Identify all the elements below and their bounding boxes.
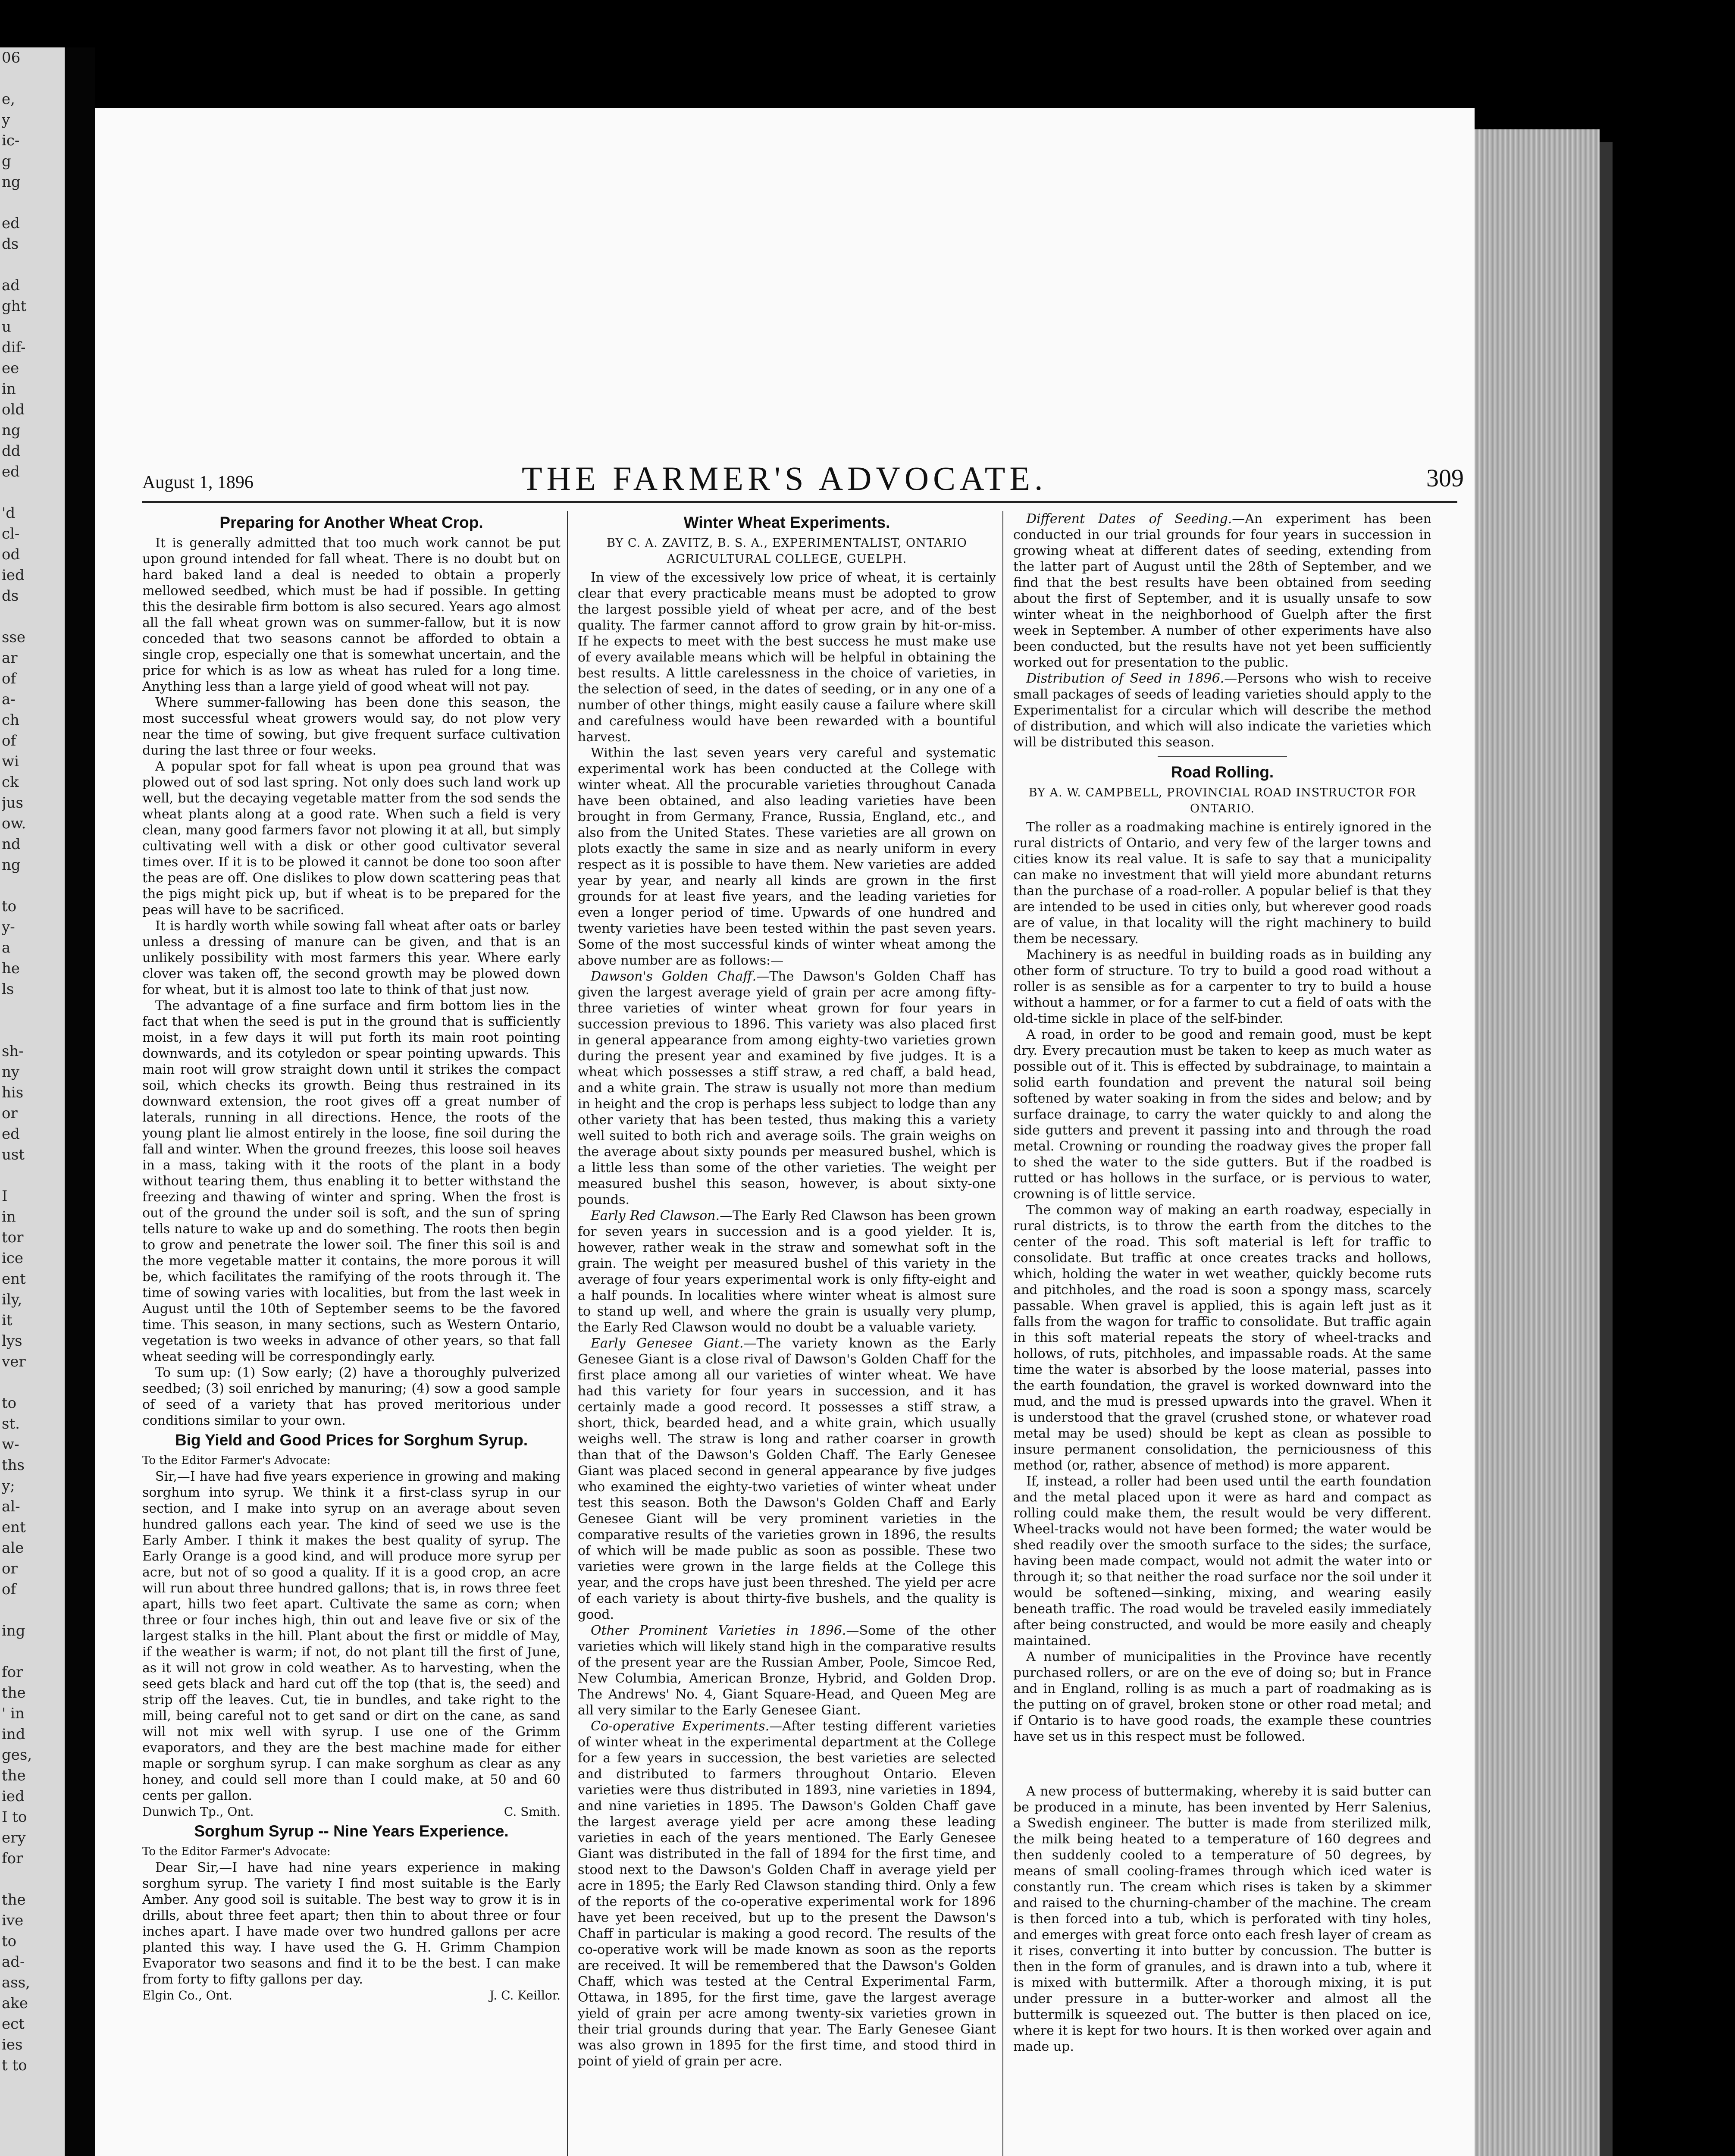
- left-page-fragment: [2, 254, 62, 275]
- paragraph: It is generally admitted that too much work cannot be put upon ground intended for fall wheat. There is no doubt but on hard baked land a deal is needed to obtain a properly mellowed seedbed, which must be had if possible. In getting this the desirable firm bottom is also secured. Years ago almost all the fall wheat grown was on summer-fallow, but it is now conceded that two seasons cannot be afforded to obtain a single crop, especially one that is somewhat uncertain, and the price for which is as low as wheat has ruled for a long time. Anything less than a large yield of good wheat will not pay.: [142, 536, 561, 694]
- left-page-fragment: ow.: [2, 815, 26, 832]
- subsection-lead: Different Dates of Seeding.: [1026, 511, 1232, 526]
- paragraph: Dawson's Golden Chaff.—The Dawson's Golden Chaff has given the largest average yield of grain per acre among fifty-three varieties of winter wheat grown for four years in succession previous to 1896. This variety was also placed first in general appearance from among eighty-two varieties grown during the present year and examined by five judges. It is a wheat which possesses a stiff straw, a red chaff, a bald head, and a white grain. The straw is usually not more than medium in height and the crop is perhaps less subject to lodge than any other variety that has been tested, thus making this a variety well suited to both rich and average soils. The grain weighs on the average about sixty pounds per measured bushel, which is a little less than some of the other varieties. The weight per measured bushel this season, however, is about sixty-one pounds.: [578, 969, 996, 1207]
- subsection-lead: Dawson's Golden Chaff.: [591, 969, 757, 984]
- letter-signature: [142, 1987, 561, 2003]
- column-3: [1013, 511, 1431, 2055]
- left-page-fragment: ght: [2, 298, 27, 315]
- left-page-fragment: the: [2, 1767, 26, 1784]
- left-page-fragment: nd: [2, 836, 21, 853]
- article-heading: Winter Wheat Experiments.: [683, 514, 890, 531]
- left-page-fragment: ale: [2, 1539, 24, 1557]
- article-heading: Preparing for Another Wheat Crop.: [219, 514, 483, 531]
- left-page-fragment: ' in: [2, 1705, 25, 1722]
- left-page-fragment: [2, 1372, 62, 1393]
- left-page-fragment: ust: [2, 1146, 25, 1163]
- left-page-fragment: ver: [2, 1353, 26, 1370]
- left-page-fragment: y;: [2, 1477, 15, 1495]
- subsection-lead: Early Red Clawson.: [591, 1208, 720, 1223]
- paragraph: Other Prominent Varieties in 1896.—Some of the other varieties which will likely stand high in the comparative results of the present year are the Russian Amber, Poole, Simcoe Red, New Columbia, American Bronze, Hybrid, and Golden Drop. The Andrews' No. 4, Giant Square-Head, and Queen Meg are all very similar to the Early Genesee Giant.: [578, 1623, 996, 1718]
- left-page-fragment: his: [2, 1084, 24, 1101]
- left-page-fragment: [2, 875, 62, 896]
- left-page-fragment: ck: [2, 774, 19, 791]
- left-page-fragment: 06: [2, 49, 21, 66]
- left-page-fragment: ls: [2, 981, 14, 998]
- left-page-fragment: ed: [2, 1125, 20, 1143]
- page-stack-edge: [1475, 129, 1600, 2156]
- left-page-fragment: al-: [2, 1498, 20, 1515]
- left-page-fragment: to: [2, 1933, 17, 1950]
- paragraph: The advantage of a fine surface and firm bottom lies in the fact that when the seed is put in the ground that is sufficiently moist, in a few days it will put forth its main root pointing downwards, and its cotyledon or spear pointing upwards. This main root will grow straight down until it strikes the compact soil, which checks its growth. Being thus restrained in its downward extension, the root gives off a great number of laterals, running in all directions. Hence, the roots of the young plant lie almost entirely in the loose, fine soil during the fall and winter. When the ground freezes, this loose soil heaves in a mass, taking with it the roots of the plant in a body without tearing them, thus enabling it to better withstand the freezing and thawing of winter and spring. When the frost is out of the ground the under soil is soft, and the sun of spring tells nature to wake up and do something. The roots then begin to grow and penetrate the lower soil. The finer this soil is and the more vegetable matter it contains, the more porous it will be, which facilitates the ramifying of the roots through it. The time of sowing varies with localities, but from the last week in August until the 10th of September seems to be the favored time. This season, in many sections, such as Western Ontario, vegetation is two weeks in advance of other years, so that fall wheat seeding will be correspondingly early.: [142, 998, 561, 1364]
- column-2: [578, 511, 996, 2069]
- left-page-fragment: in: [2, 1208, 16, 1225]
- left-page-fragment: ny: [2, 1063, 20, 1081]
- book-cover-edge: [1600, 142, 1613, 2156]
- left-page-fragment: [2, 1000, 62, 1020]
- column-1: [142, 511, 561, 2003]
- page-number: 309: [1426, 464, 1464, 492]
- left-page-fragment: ect: [2, 2015, 25, 2033]
- paragraph: Distribution of Seed in 1896.—Persons who wish to receive small packages of seeds of leading varieties should apply to the Experimentalist for a circular which will describe the method of distribution, and which will also indicate the varieties which will be distributed this season.: [1013, 671, 1431, 750]
- left-page-fragment: a-: [2, 691, 16, 708]
- left-page-fragment: ic-: [2, 132, 20, 149]
- paragraph: Co-operative Experiments.—After testing different varieties of winter wheat in the experimental department at the College for a few years in succession, the best varieties are selected and distributed to farmers throughout Ontario. Eleven varieties were thus distributed in 1893, nine varieties in 1894, and nine varieties in 1895. The Dawson's Golden Chaff gave the largest average yield per acre among these leading varieties in each of the years mentioned. The Early Genesee Giant was distributed in the fall of 1894 for the first time, and stood next to the Dawson's Golden Chaff in average yield per acre in 1895; the Early Red Clawson standing third. Only a few of the reports of the co-operative experimental work for 1896 have yet been received, but up to the present the Dawson's Chaff in particular is making a good record. The results of the co-operative work will be made known as soon as the reports are received. It will be remembered that the Dawson's Golden Chaff, which was tested at the Central Experimental Farm, Ottawa, in 1895, for the first time, gave the largest average yield of grain per acre among twenty-six varieties grown in their trial grounds during that year. The Early Genesee Giant was also grown in 1895 for the first time, and stood third in point of yield of grain per acre.: [578, 1719, 996, 2069]
- left-page-fragment: ind: [2, 1726, 25, 1743]
- left-page-fragment: st.: [2, 1415, 20, 1432]
- left-page-fragment: ng: [2, 422, 21, 439]
- paragraph: Sir,—I have had five years experience in growing and making sorghum into syrup. We think it a first-class syrup in our section, and I make into syrup on an average about seven hundred gallons each year. The kind of seed we use is the Early Amber. I think it makes the best quality of syrup. The Early Orange is a good kind, and will produce more syrup per acre, but not of so good a quality. If it is a good crop, an acre will run about three hundred gallons; that is, in rows three feet apart, hills two feet apart. Cultivate the same as corn; when three or four inches high, thin out and leave five or six of the largest stalks in the hill. Plant about the first or middle of May, if the weather is warm; if not, do not plant till the first of June, as it will not grow in cold weather. As to harvesting, when the seed gets black and hard cut off the top (that is, the seed) and strip off the leaves. Cut, tie in bundles, and take right to the mill, being careful not to get sand or dirt on the cane, as sand will not mix well with syrup. I use one of the Grimm evaporators, and they are the best machine made for either maple or sorghum syrup. I can make sorghum as clear as any honey, and could sell more than I could make, at 50 and 60 cents per gallon.: [142, 1469, 561, 1803]
- left-page-fragment: I to: [2, 1808, 27, 1826]
- left-page-fragment: to: [2, 898, 17, 915]
- book-gutter: [65, 47, 95, 2156]
- left-page-fragment: wi: [2, 753, 19, 770]
- left-page-fragment: ng: [2, 856, 21, 874]
- column-divider: [567, 511, 568, 2156]
- left-page-fragment: old: [2, 401, 25, 418]
- left-page-fragment: u: [2, 318, 11, 335]
- left-page-fragment: ds: [2, 235, 19, 253]
- left-page-fragment: ths: [2, 1457, 25, 1474]
- paragraph: A new process of buttermaking, whereby it is said butter can be produced in a minute, has been invented by Herr Salenius, a Swedish engineer. The butter is made from sterilized milk, the milk being heated to a temperature of 160 degrees and then suddenly cooled to a temperature of 50 degrees, by means of small cooling-frames through which iced water is constantly run. The cream which rises is taken by a skimmer and raised to the churning-chamber of the machine. The cream is then forced into a tub, which is perforated with tiny holes, and emerges with great force onto each fresh layer of cream as it rises, converting it into butter by concussion. The butter is then in the form of granules, and is drawn into a tub, where it is mixed with buttermilk. After a thorough mixing, it is put under pressure in a butter-worker and almost all the buttermilk is squeezed out. The butter is then placed on ice, where it is kept for two hours. It is then worked over again and made up.: [1013, 1784, 1431, 2054]
- left-page-fragment: [2, 192, 62, 213]
- left-page-fragment: g: [2, 153, 11, 170]
- masthead: [142, 459, 1479, 498]
- left-page-fragment: ds: [2, 587, 19, 605]
- left-page-fragment: the: [2, 1891, 26, 1908]
- letter-salutation: To the Editor Farmer's Advocate:: [142, 1845, 331, 1858]
- left-page-fragment: sh-: [2, 1043, 24, 1060]
- left-page-fragment: 'd: [2, 505, 16, 522]
- left-page-fragment: [2, 482, 62, 503]
- left-page-fragment: ee: [2, 360, 19, 377]
- left-page-fragment: ied: [2, 567, 25, 584]
- left-page-fragment: ass,: [2, 1974, 30, 1991]
- left-page-fragment: ed: [2, 215, 20, 232]
- left-page-fragment: ed: [2, 463, 20, 480]
- left-page-fragment: ges,: [2, 1746, 32, 1764]
- left-page-fragment: [2, 1869, 62, 1890]
- paragraph: Different Dates of Seeding.—An experiment has been conducted in our trial grounds for four years in succession in growing wheat at different dates of seeding, extending from the latter part of August until the 28th of September, and we find that the best results have been obtained from seeding about the first of September, and it is usually unsafe to sow winter wheat in the neighborhood of Guelph after the first week in September. A number of other experiments have also been conducted, but the results have not yet been sufficiently worked out for presentation to the public.: [1013, 511, 1431, 670]
- left-page-fragment: [2, 68, 62, 89]
- paragraph: Early Red Clawson.—The Early Red Clawson has been grown for seven years in succession and is a good yielder. It is, however, rather weak in the straw and somewhat soft in the grain. The weight per measured bushel of this variety in the average of four years experimental work is only fifty-eight and a half pounds. In localities where winter wheat is almost sure to stand up well, and where the grain is usually very plump, the Early Red Clawson would no doubt be a valuable variety.: [578, 1208, 996, 1335]
- left-page-fragment: of: [2, 1581, 16, 1598]
- subsection-lead: Early Genesee Giant.: [591, 1336, 744, 1351]
- left-page-fragment: ad-: [2, 1953, 25, 1971]
- paragraph: To sum up: (1) Sow early; (2) have a thoroughly pulverized seedbed; (3) soil enriched by manuring; (4) sow a good sample of seed of a variety that has proved meritorious under conditions similar to your own.: [142, 1365, 561, 1428]
- left-page-fragment: [2, 1165, 62, 1186]
- left-page-fragment: ive: [2, 1912, 24, 1929]
- left-page-fragment: the: [2, 1684, 26, 1702]
- left-page-fragment: it: [2, 1312, 13, 1329]
- left-page-fragment: ies: [2, 2036, 23, 2053]
- left-page-fragment: [2, 606, 62, 627]
- left-page-fragment: sse: [2, 629, 26, 646]
- left-page-text-fragments: [2, 47, 62, 2156]
- left-page-fragment: of: [2, 670, 16, 687]
- letter-author: J. C. Keillor.: [489, 1988, 561, 2002]
- subsection-lead: Other Prominent Varieties in 1896.: [591, 1623, 846, 1638]
- paragraph: The roller as a roadmaking machine is entirely ignored in the rural districts of Ontario, and very few of the larger towns and cities know its real value. It is safe to say that a municipality can make no investment that will yield more abundant returns than the purchase of a road-roller. A popular belief is that they are intended to be used in cities only, but wherever good roads are of value, in that locality will the right machinery to build them be necessary.: [1013, 820, 1431, 946]
- left-page-fragment: ent: [2, 1270, 26, 1288]
- left-page-fragment: cl-: [2, 525, 20, 542]
- paragraph: Within the last seven years very careful and systematic experimental work has been conducted at the College with winter wheat. All the procurable varieties throughout Canada have been obtained, and also leading varieties have been brought in from Germany, France, Russia, England, etc., and also from the United States. These varieties are all grown on plots exactly the same in size and as nearly uniform in every respect as it is possible to have them. New varieties are added year by year, and nearly all kinds are grown in the first grounds for at least five years, and the leading varieties for even a longer period of time. Upwards of one hundred and twenty varieties have been tested within the past seven years. Some of the most successful kinds of winter wheat among the above number are as follows:—: [578, 746, 996, 968]
- paragraph: Early Genesee Giant.—The variety known as the Early Genesee Giant is a close rival of Dawson's Golden Chaff for the first place among all our varieties of winter wheat. We have had this variety for four years in succession, and it has certainly made a good record. It possesses a stiff straw, a short, thick, bearded head, and a white grain, which usually weighs well. The straw is long and rather coarser in growth than that of the Dawson's Golden Chaff. The Early Genesee Giant was placed second in general appearance by five judges who examined the eighty-two varieties of winter wheat under test this season. Both the Dawson's Golden Chaff and Early Genesee Giant will be very prominent varieties in the comparative results of the varieties grown in 1896, the results of which will be made public as soon as possible. These two varieties were grown in the large fields at the College this year, and the crops have just been threshed. The yield per acre of each variety is about thirty-five bushels, and the quality is good.: [578, 1336, 996, 1622]
- left-page-fragment: lys: [2, 1332, 22, 1350]
- left-page-fragment: dd: [2, 442, 21, 460]
- left-page-fragment: I: [2, 1188, 8, 1205]
- letter-place: Elgin Co., Ont.: [142, 1988, 232, 2002]
- left-page-fragment: in: [2, 380, 16, 398]
- left-page-fragment: [2, 1641, 62, 1662]
- column-divider: [1002, 511, 1003, 2156]
- left-page-fragment: y: [2, 111, 10, 128]
- left-page-fragment: or: [2, 1560, 18, 1577]
- left-page-fragment: ad: [2, 277, 20, 294]
- left-page-fragment: dif-: [2, 339, 26, 356]
- left-page-fragment: ied: [2, 1788, 25, 1805]
- left-page-fragment: ily,: [2, 1291, 22, 1308]
- left-page-fragment: to: [2, 1395, 17, 1412]
- spacer: [1013, 1745, 1431, 1783]
- article-heading: Sorghum Syrup -- Nine Years Experience.: [194, 1822, 509, 1840]
- letter-place: Dunwich Tp., Ont.: [142, 1805, 254, 1819]
- paragraph: Machinery is as needful in building roads as in building any other form of structure. To try to build a good road without a roller is as sensible as for a carpenter to try to build a house without a hammer, or for a farmer to cut a field of oats with the old-time sickle in place of the self-binder.: [1013, 947, 1431, 1026]
- article-byline: BY C. A. ZAVITZ, B. S. A., EXPERIMENTALIST, ONTARIO AGRICULTURAL COLLEGE, GUELPH.: [607, 536, 967, 566]
- left-page-fragment: jus: [2, 794, 23, 812]
- article-heading: Big Yield and Good Prices for Sorghum Syrup.: [175, 1431, 528, 1449]
- left-page-fragment: y-: [2, 918, 15, 936]
- left-page-fragment: he: [2, 960, 20, 977]
- paragraph: Dear Sir,—I have had nine years experience in making sorghum syrup. The variety I find most suitable is the Early Amber. Any good soil is suitable. The best way to grow it is in drills, about three feet apart; then thin to about three or four inches apart. I have made over two hundred gallons per acre planted this way. I have used the G. H. Grimm Champion Evaporator two seasons and find it to be the best. I can make from forty to fifty gallons per day.: [142, 1860, 561, 1987]
- left-page-fragment: a: [2, 939, 11, 956]
- paragraph: A road, in order to be good and remain good, must be kept dry. Every precaution must be taken to keep as much water as possible out of it. This is effected by subdrainage, to maintain a solid earth foundation and prevent the natural soil being softened by water soaking in from the sides and below; and by surface drainage, to carry the water quickly to and along the side gutters and prevent it passing into and through the road metal. Crowning or rounding the roadway gives the proper fall to shed the water to the side gutters. But if the roadbed is rutted or has hollows in the surface, or is pervious to water, crowning is of little service.: [1013, 1027, 1431, 1202]
- article-separator: [1158, 756, 1287, 757]
- paragraph: A number of municipalities in the Province have recently purchased rollers, or are on the eve of doing so; but in France and in England, rolling is as much a part of roadmaking as is the putting on of gravel, broken stone or other road metal; and if Ontario is to have good roads, the example these countries have set us in this respect must be followed.: [1013, 1649, 1431, 1744]
- left-page-fragment: ar: [2, 649, 18, 667]
- left-page-fragment: [2, 1600, 62, 1620]
- paragraph: Where summer-fallowing has been done this season, the most successful wheat growers would say, do not plow very near the time of sowing, but give frequent surface cultivation during the last three or four weeks.: [142, 695, 561, 758]
- left-page-fragment: or: [2, 1105, 18, 1122]
- left-page-fragment: ery: [2, 1829, 26, 1846]
- letter-salutation: To the Editor Farmer's Advocate:: [142, 1454, 331, 1467]
- paragraph: If, instead, a roller had been used until the earth foundation and the metal placed upon it were as hard and compact as rolling could make them, the result would be very different. Wheel-tracks would not have been formed; the water would be shed readily over the smooth surface to the sides; the surface, having been made compact, would not admit the water into or through it; so that neither the road surface nor the soil under it would be softened—sinking, mixing, and wearing easily beneath traffic. The road would be traveled easily immediately after being constructed, and would be more easily and cheaply maintained.: [1013, 1474, 1431, 1648]
- left-page-fragment: e,: [2, 91, 15, 108]
- left-page-fragment: ng: [2, 173, 21, 191]
- paragraph: In view of the excessively low price of wheat, it is certainly clear that every practicable means must be adopted to grow the largest possible yield of wheat per acre, and of the best quality. The farmer cannot afford to grow grain by hit-or-miss. If he expects to meet with the best success he must make use of every available means which will be helpful in obtaining the best results. A little carelessness in the choice of varieties, in the selection of seed, in the dates of seeding, or in any one of a number of other things, might easily cause a failure where skill and carefulness would have been rewarded with a bountiful harvest.: [578, 570, 996, 745]
- paragraph: The common way of making an earth roadway, especially in rural districts, is to throw the earth from the ditches to the center of the road. This soft material is left for traffic to consolidate. But traffic at once creates tracks and hollows, which, holding the water in wet weather, quickly become ruts and pitchholes, and the road is soon a spongy mass, scarcely passable. When gravel is applied, this is again left just as it falls from the wagon for traffic to consolidate. But traffic again in this soft material repeats the story of wheel-tracks and hollows, of ruts, pitchholes, and impassable roads. At the same time the water is absorbed by the loose material, passes into the earth foundation, the gravel is worked downward into the mud, and the mud is pressed upwards into the gravel. When it is understood that the gravel (crushed stone, or whatever road metal may be used) should be kept as clean as possible to insure permanent consolidation, the perniciousness of this method (or, rather, absence of method) is more apparent.: [1013, 1203, 1431, 1473]
- left-page-fragment: ent: [2, 1519, 26, 1536]
- left-page-fragment: w-: [2, 1436, 19, 1453]
- paragraph: A popular spot for fall wheat is upon pea ground that was plowed out of sod last spring. Not only does such land work up well, but the decaying vegetable matter from the sod sends the wheat plants along at a good rate. When such a field is very clean, many good farmers favor not plowing it at all, but simply cultivating well with a disk or other good cultivator several times over. If it is to be plowed it cannot be done too soon after the peas are off. One dislikes to plow down scattering peas that the pigs might pick up, but if wheat is to be prepared for the peas will have to be sacrificed.: [142, 759, 561, 918]
- issue-date: August 1, 1896: [142, 473, 254, 492]
- left-page-fragment: od: [2, 546, 20, 563]
- article-byline: BY A. W. CAMPBELL, PROVINCIAL ROAD INSTRUCTOR FOR ONTARIO.: [1028, 786, 1416, 815]
- letter-author: C. Smith.: [504, 1805, 561, 1819]
- left-page-fragment: ice: [2, 1250, 24, 1267]
- left-page-fragment: of: [2, 732, 16, 749]
- letter-signature: [142, 1804, 561, 1820]
- left-page-margin: [0, 47, 65, 2156]
- left-page-fragment: for: [2, 1664, 23, 1681]
- header-rule: [142, 501, 1457, 503]
- left-page-fragment: for: [2, 1850, 23, 1867]
- subsection-lead: Distribution of Seed in 1896.: [1026, 671, 1225, 686]
- newspaper-title: THE FARMER'S ADVOCATE.: [522, 460, 1047, 497]
- left-page-fragment: ake: [2, 1995, 28, 2012]
- left-page-fragment: ch: [2, 711, 19, 729]
- subsection-lead: Co-operative Experiments.: [591, 1719, 770, 1734]
- left-page-fragment: ing: [2, 1622, 25, 1639]
- newspaper-page: [95, 108, 1475, 2156]
- left-page-fragment: tor: [2, 1229, 24, 1246]
- paragraph: It is hardly worth while sowing fall wheat after oats or barley unless a dressing of manure can be given, and that is an unlikely possibility with most farmers this year. Where early clover was taken off, the second growth may be plowed down for wheat, but it is almost too late to think of that just now.: [142, 918, 561, 997]
- article-heading: Road Rolling.: [1171, 763, 1274, 781]
- left-page-fragment: [2, 1020, 62, 1041]
- left-page-fragment: t to: [2, 2057, 27, 2074]
